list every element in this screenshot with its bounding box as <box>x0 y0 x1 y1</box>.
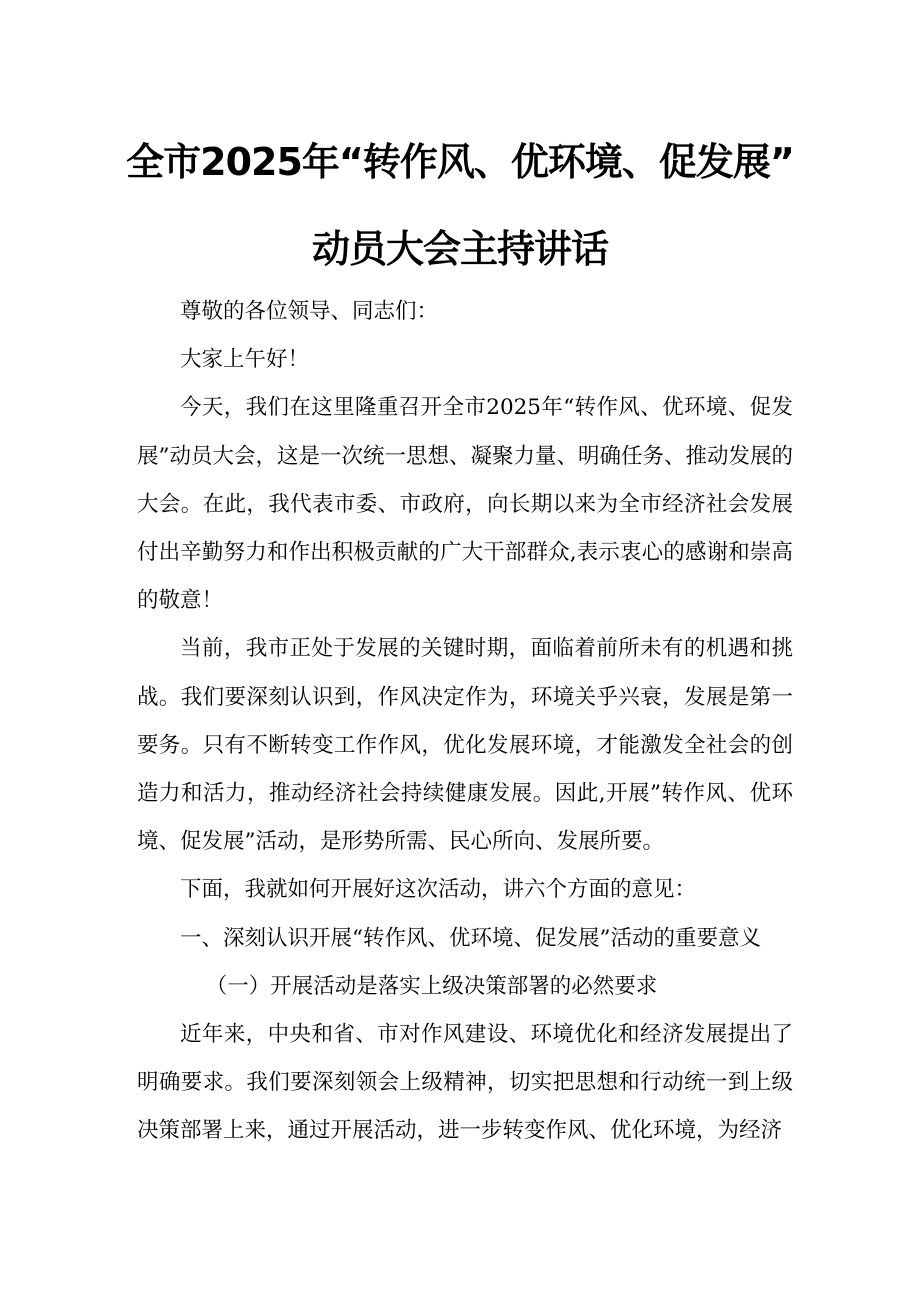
section-heading-1: 一、深刻认识开展“转作风、优环境、促发展”活动的重要意义 <box>180 925 761 951</box>
document-body <box>137 288 793 1156</box>
greeting: 大家上午好！ <box>180 347 310 373</box>
salutation: 尊敬的各位领导、同志们： <box>180 299 439 324</box>
paragraph-outline: 下面，我就如何开展好这次活动，讲六个方面的意见： <box>180 877 697 903</box>
document-title-line-2: 动员大会主持讲话 <box>311 227 608 271</box>
subsection-heading-1: （一）开展活动是落实上级决策部署的必然要求 <box>205 973 658 999</box>
paragraph-situation: 当前，我市正处于发展的关键时期，面临着前所未有的机遇和挑战。我们要深刻认识到，作风决定作为，环境关乎兴衰，发展是第一要务。只有不断转变工作作风，优化发展环境，才能激发全社会的创造力和活力，推动经济社会持续健康发展。因此,开展”转作风、优环境、促发展”活动，是形势所需、民心所向、发展所要。 <box>137 636 793 855</box>
paragraph-requirements: 近年来，中央和省、市对作风建设、环境优化和经济发展提出了明确要求。我们要深刻领会上级精神，切实把思想和行动统一到上级决策部署上来，通过开展活动，进一步转变作风、优化环境，为经济 <box>137 1022 793 1144</box>
document-title-line-1: 全市2025年“转作风、优环境、促发展” <box>126 140 794 184</box>
paragraph-opening: 今天，我们在这里隆重召开全市2025年“转作风、优环境、促发展”动员大会，这是一次统一思想、凝聚力量、明确任务、推动发展的大会。在此，我代表市委、市政府，向长期以来为全市经济社会发展付出辛勤努力和作出积极贡献的广大干部群众,表示衷心的感谢和崇高的敬意！ <box>137 395 793 614</box>
